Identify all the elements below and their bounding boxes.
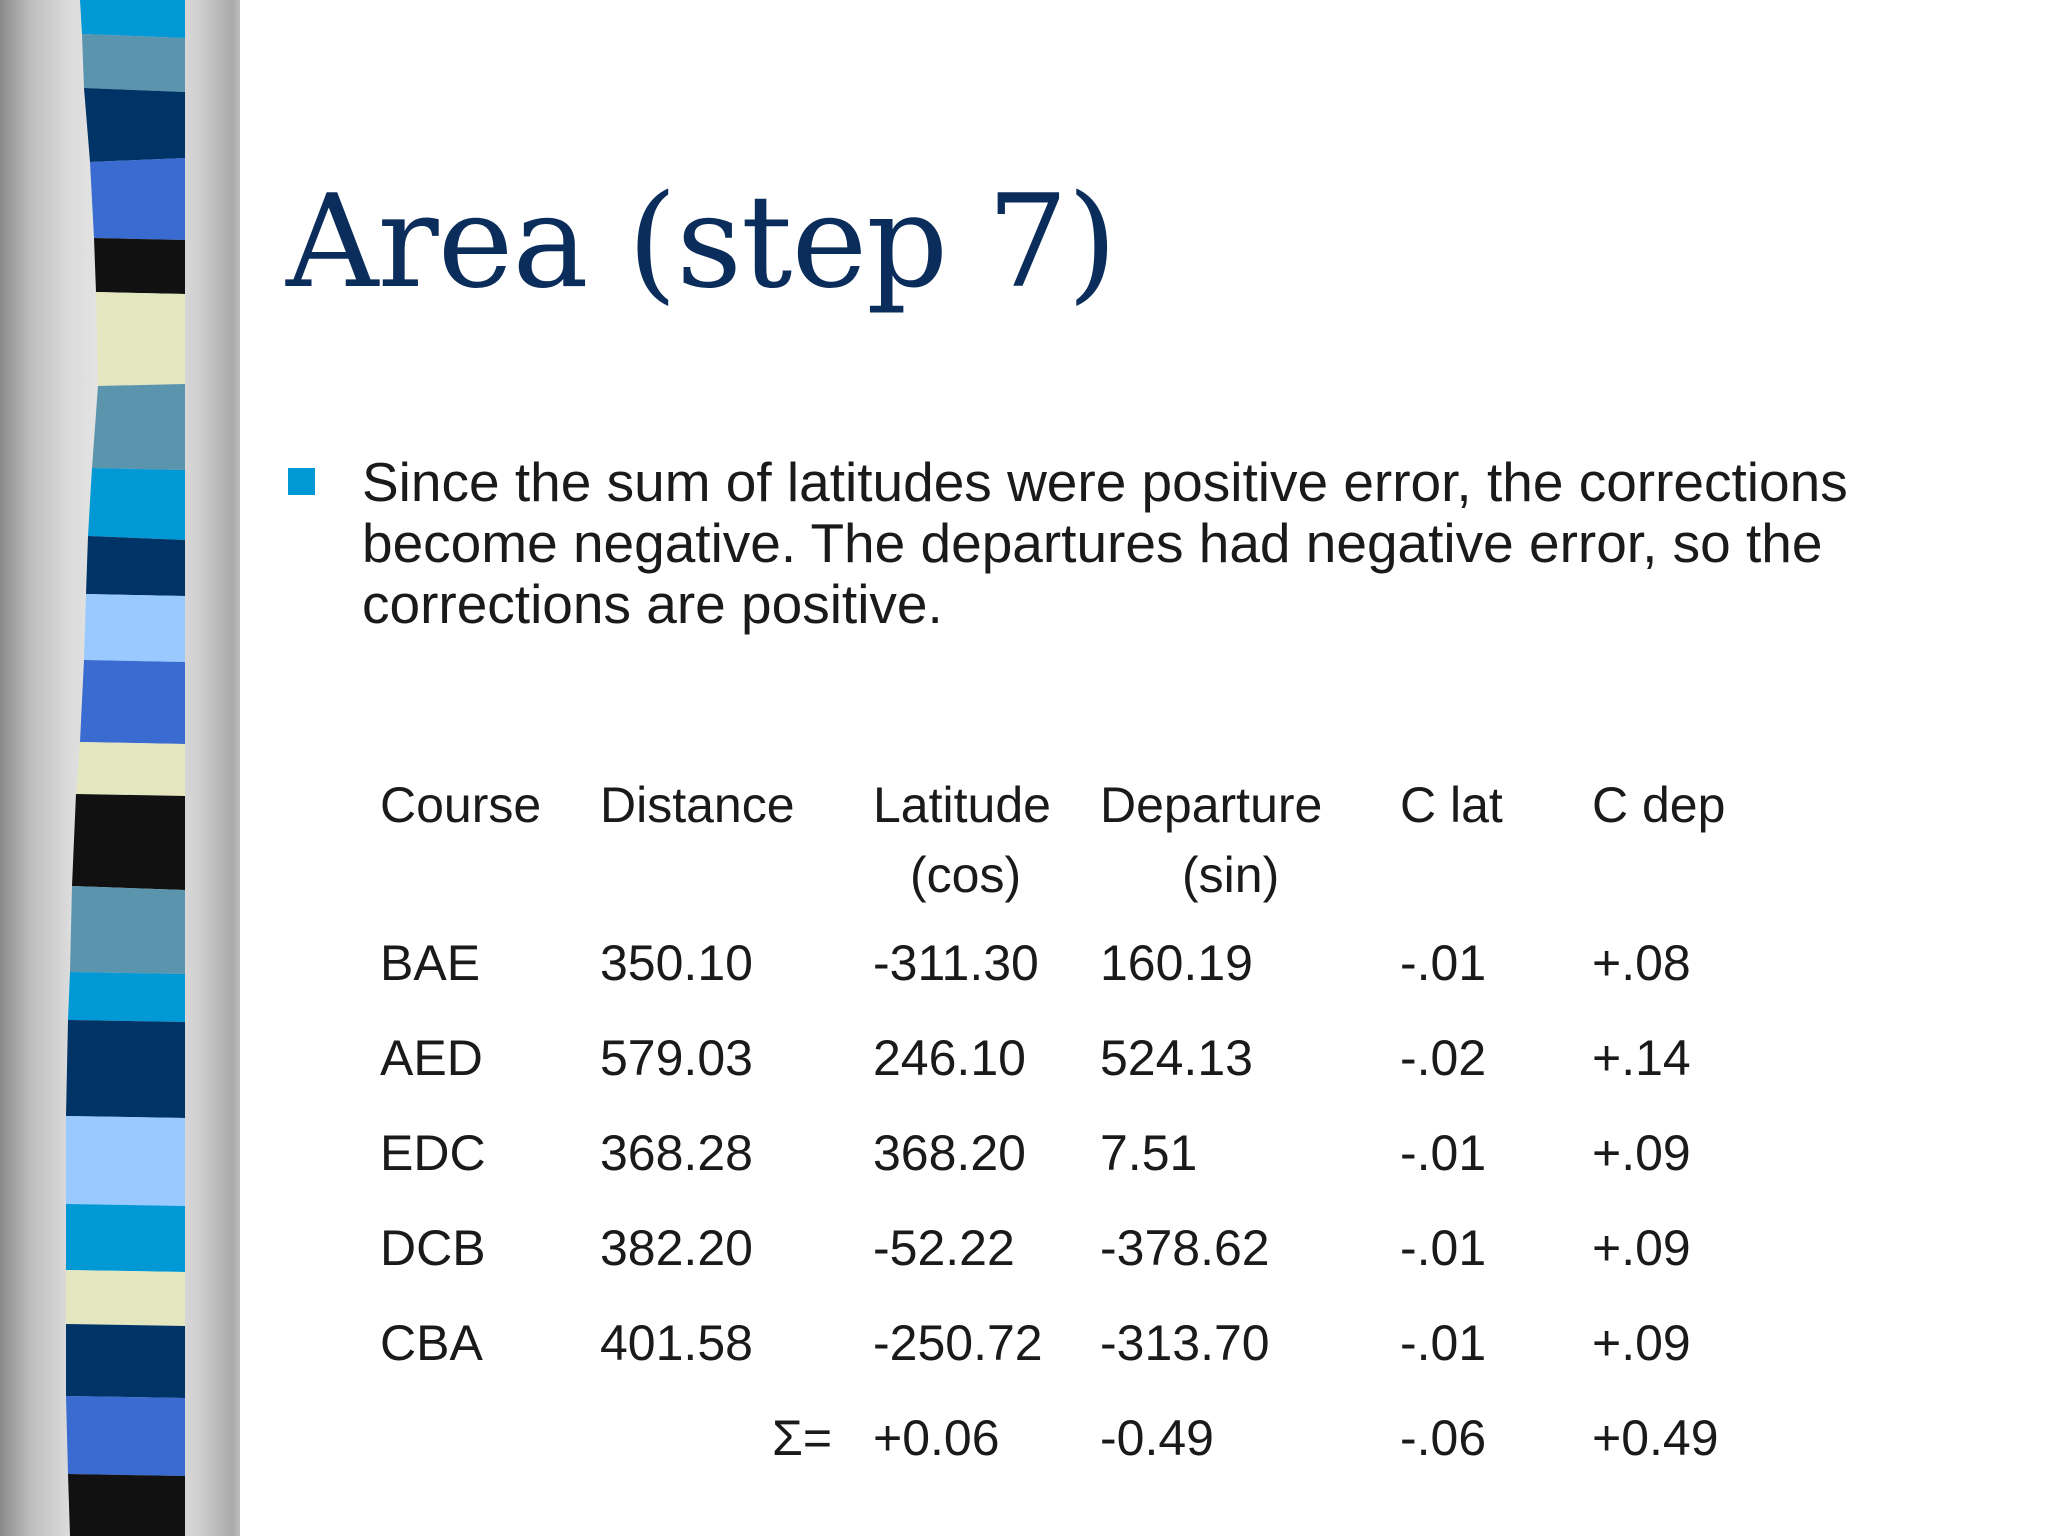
- row-3-c-lat: -.01: [1400, 1125, 1487, 1181]
- sum-c-lat: -.06: [1400, 1410, 1487, 1466]
- row-1-latitude: -311.30: [873, 935, 1039, 991]
- row-4-c-lat: -.01: [1400, 1220, 1487, 1276]
- row-5-departure: -313.70: [1100, 1315, 1270, 1371]
- header-departure: Departure: [1100, 777, 1323, 833]
- row-4-distance: 382.20: [600, 1220, 753, 1276]
- row-4-departure: -378.62: [1100, 1220, 1270, 1276]
- slide-title: Area (step 7): [286, 168, 1117, 317]
- row-4-latitude: -52.22: [873, 1220, 1015, 1276]
- bullet-square-icon: [288, 468, 315, 495]
- stripe-pattern-graphic: [0, 0, 240, 1536]
- row-3-distance: 368.28: [600, 1125, 753, 1181]
- row-5-course: CBA: [380, 1315, 483, 1371]
- row-3-latitude: 368.20: [873, 1125, 1026, 1181]
- header-c-dep: C dep: [1592, 777, 1726, 833]
- header-latitude: Latitude: [873, 777, 1051, 833]
- row-5-c-lat: -.01: [1400, 1315, 1487, 1371]
- row-5-distance: 401.58: [600, 1315, 753, 1371]
- row-2-c-dep: +.14: [1592, 1030, 1691, 1086]
- sum-departure: -0.49: [1100, 1410, 1214, 1466]
- header-c-lat: C lat: [1400, 777, 1503, 833]
- sum-c-dep: +0.49: [1592, 1410, 1719, 1466]
- row-1-departure: 160.19: [1100, 935, 1253, 991]
- row-1-c-lat: -.01: [1400, 935, 1487, 991]
- row-2-distance: 579.03: [600, 1030, 753, 1086]
- row-1-course: BAE: [380, 935, 481, 991]
- row-1-c-dep: +.08: [1592, 935, 1691, 991]
- row-5-latitude: -250.72: [873, 1315, 1043, 1371]
- row-2-c-lat: -.02: [1400, 1030, 1487, 1086]
- bullet-text: Since the sum of latitudes were positive error, the corrections become negative. The departures had negative error, so the corrections are positive.: [362, 451, 1848, 635]
- row-3-c-dep: +.09: [1592, 1125, 1691, 1181]
- header-course: Course: [380, 777, 542, 833]
- sum-latitude: +0.06: [873, 1410, 1000, 1466]
- sum-label: Σ=: [772, 1410, 833, 1466]
- decorative-stripe-band: [0, 0, 240, 1536]
- row-2-course: AED: [380, 1030, 483, 1086]
- row-3-departure: 7.51: [1100, 1125, 1198, 1181]
- header-distance: Distance: [600, 777, 795, 833]
- row-3-course: EDC: [380, 1125, 486, 1181]
- row-2-latitude: 246.10: [873, 1030, 1026, 1086]
- header-latitude-sub: (cos): [910, 847, 1022, 903]
- row-4-c-dep: +.09: [1592, 1220, 1691, 1276]
- row-2-departure: 524.13: [1100, 1030, 1253, 1086]
- row-4-course: DCB: [380, 1220, 486, 1276]
- header-departure-sub: (sin): [1182, 847, 1280, 903]
- row-1-distance: 350.10: [600, 935, 753, 991]
- row-5-c-dep: +.09: [1592, 1315, 1691, 1371]
